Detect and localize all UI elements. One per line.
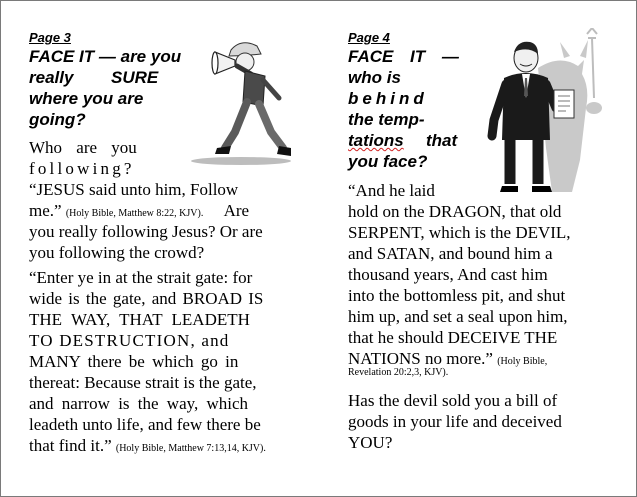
headline-line: FACE IT — <box>348 47 459 66</box>
body-line: THE WAY, THAT LEADETH <box>29 310 250 329</box>
body-line: TO DESTRUCTION, and <box>29 331 230 350</box>
quote-line: “And he laid <box>348 181 435 200</box>
body-line: and narrow is the way, which <box>29 394 249 413</box>
quote-text: me.” <box>29 201 62 220</box>
body-line: “Enter ye in at the strait gate: for <box>29 268 253 287</box>
body-line: and SATAN, and bound him a <box>348 244 553 263</box>
body-line: wide is the gate, and BROAD IS <box>29 289 264 308</box>
citation: Revelation 20:2,3, KJV). <box>348 367 449 378</box>
question-line: following? <box>29 159 135 178</box>
body-line: MANY there be which go in <box>29 352 239 371</box>
question-line: Who are you <box>29 138 137 157</box>
page-4 <box>348 0 606 497</box>
headline-line: going? <box>29 110 86 129</box>
headline-line: behind <box>348 89 428 108</box>
quote-text: that find it.” <box>29 436 112 455</box>
quote-text: Are <box>223 201 250 220</box>
quote-text: NATIONS no more.” <box>348 349 493 368</box>
body-line: you really following Jesus? Or are <box>29 222 263 241</box>
body-line: that he should DECEIVE THE <box>348 328 558 347</box>
body-line: Has the devil sold you a bill of <box>348 391 558 410</box>
body-line: SERPENT, which is the DEVIL, <box>348 223 571 242</box>
businessman-with-devil-shadow-icon <box>468 28 606 196</box>
body-line: goods in your life and deceived <box>348 412 562 431</box>
body-line <box>29 435 266 459</box>
citation: (Holy Bible, Matthew 8:22, KJV). <box>65 208 204 219</box>
quote-line: “JESUS said unto him, Follow <box>29 180 239 199</box>
citation: (Holy Bible, <box>497 356 548 367</box>
man-with-megaphone-icon <box>179 36 294 166</box>
body-line: leadeth unto life, and few there be <box>29 415 261 434</box>
headline-line: you face? <box>348 152 428 171</box>
body-line: hold on the DRAGON, that old <box>348 202 562 221</box>
headline-line: SURE <box>111 68 159 87</box>
page-3 <box>29 0 299 497</box>
headline-line: the temp- <box>348 110 425 129</box>
page-label: Page 3 <box>29 30 71 45</box>
page-label: Page 4 <box>348 30 390 45</box>
headline-line: where you are <box>29 89 144 108</box>
body-line: thousand years, And cast him <box>348 265 548 284</box>
headline-line: really <box>29 68 74 87</box>
body-line: thereat: Because strait is the gate, <box>29 373 257 392</box>
body-line: him up, and set a seal upon him, <box>348 307 568 326</box>
body-line: into the bottomless pit, and shut <box>348 286 566 305</box>
body-line: you following the crowd? <box>29 243 205 262</box>
headline-line: tations <box>348 131 404 150</box>
headline-line: who is <box>348 68 401 87</box>
headline-line: that <box>426 131 458 150</box>
headline-line: FACE IT — are you <box>29 47 182 66</box>
citation: (Holy Bible, Matthew 7:13,14, KJV). <box>115 443 266 454</box>
body-line: YOU? <box>348 433 393 452</box>
